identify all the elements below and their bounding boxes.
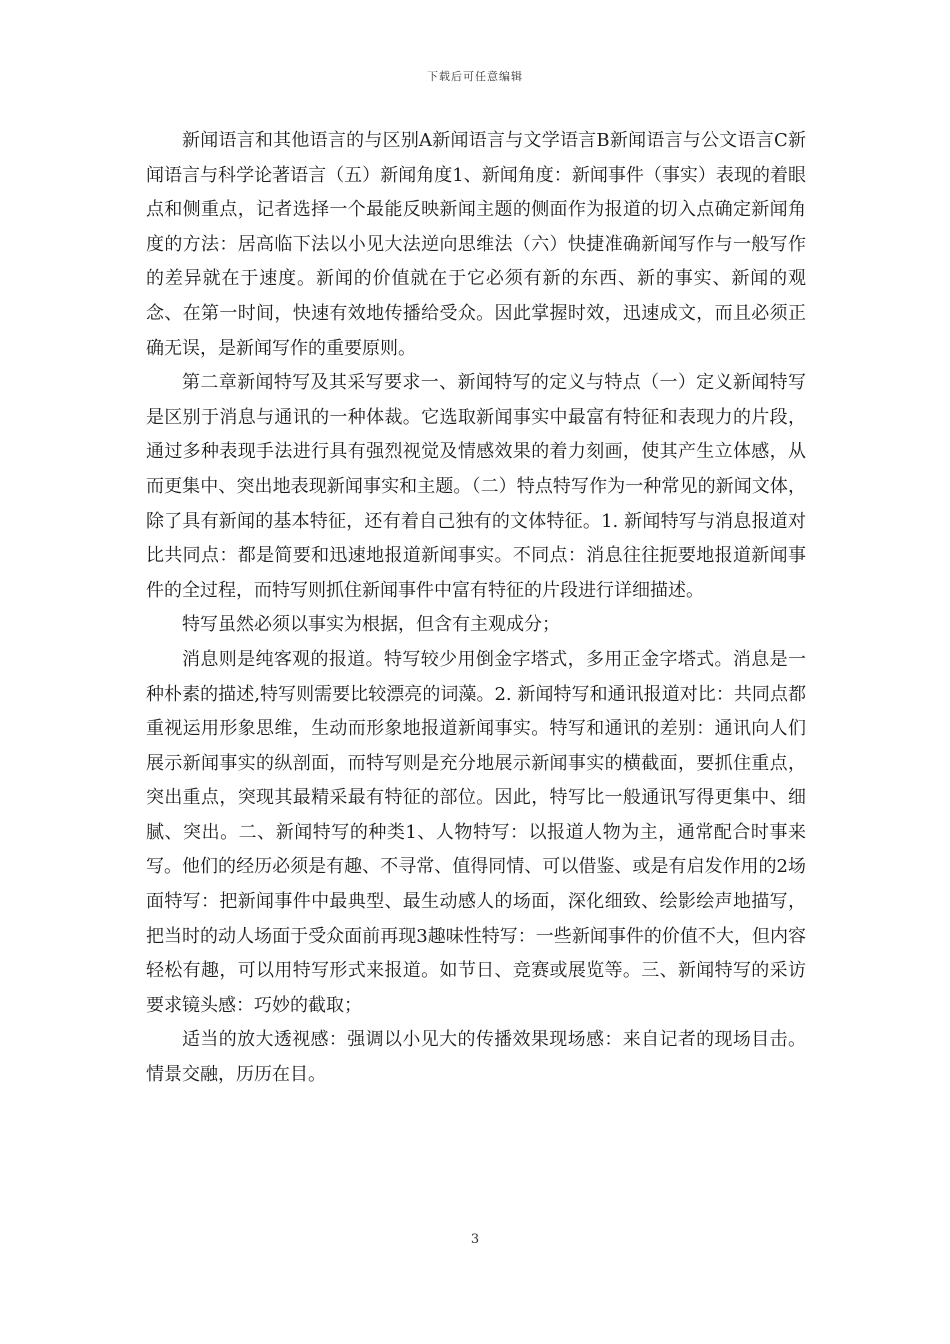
paragraph: 第二章新闻特写及其采写要求一、新闻特写的定义与特点（一）定义新闻特写是区别于消息与通讯的一种体裁。它选取新闻事实中最富有特征和表现力的片段，通过多种表现手法进行具有强烈视觉及情感效果的着力刻画，使其产生立体感，从而更集中、突出地表现新闻事实和主题。（二）特点特写作为一种常见的新闻文体，除了具有新闻的基本特征，还有着自己独有的文体特征。1. 新闻特写与消息报道对比共同点：都是简要和迅速地报道新闻事实。不同点：消息往往扼要地报道新闻事件的全过程，而特写则抓住新闻事件中富有特征的片段进行详细描述。 xyxy=(146,372,806,601)
paragraph: 消息则是纯客观的报道。特写较少用倒金字塔式，多用正金字塔式。消息是一种朴素的描述,特写则需要比较漂亮的词藻。2. 新闻特写和通讯报道对比：共同点都重视运用形象思维，生动而形象地报道新闻事实。特写和通讯的差别：通讯向人们展示新闻事实的纵剖面，而特写则是充分地展示新闻事实的横截面，要抓住重点，突出重点，突现其最精采最有特征的部位。因此，特写比一般通讯写得更集中、细腻、突出。二、新闻特写的种类1、人物特写：以报道人物为主，通常配合时事来写。他们的经历必须是有趣、不寻常、值得同情、可以借鉴、或是有启发作用的2场面特写：把新闻事件中最典型、最生动感人的场面，深化细致、绘影绘声地描写，把当时的动人场面于受众面前再现3趣味性特写：一些新闻事件的价值不大，但内容轻松有趣，可以用特写形式来报道。如节日、竞赛或展览等。三、新闻特写的采访要求镜头感：巧妙的截取； xyxy=(146,648,806,1016)
document-body xyxy=(146,124,806,1093)
paragraph: 特写虽然必须以事实为根据，但含有主观成分； xyxy=(182,614,560,636)
page-number: 3 xyxy=(470,1232,480,1247)
page-header: 下载后可任意编辑 xyxy=(427,70,523,83)
paragraph: 适当的放大透视感：强调以小见大的传播效果现场感：来自记者的现场目击。情景交融，历历在目。 xyxy=(146,1029,806,1086)
paragraph: 新闻语言和其他语言的与区别A新闻语言与文学语言B新闻语言与公文语言C新闻语言与科学论著语言（五）新闻角度1、新闻角度：新闻事件（事实）表现的着眼点和侧重点，记者选择一个最能反映新闻主题的侧面作为报道的切入点确定新闻角度的方法：居高临下法以小见大法逆向思维法（六）快捷准确新闻写作与一般写作的差异就在于速度。新闻的价值就在于它必须有新的东西、新的事实、新闻的观念、在第一时间，快速有效地传播给受众。因此掌握时效，迅速成文，而且必须正确无误，是新闻写作的重要原则。 xyxy=(146,130,806,359)
